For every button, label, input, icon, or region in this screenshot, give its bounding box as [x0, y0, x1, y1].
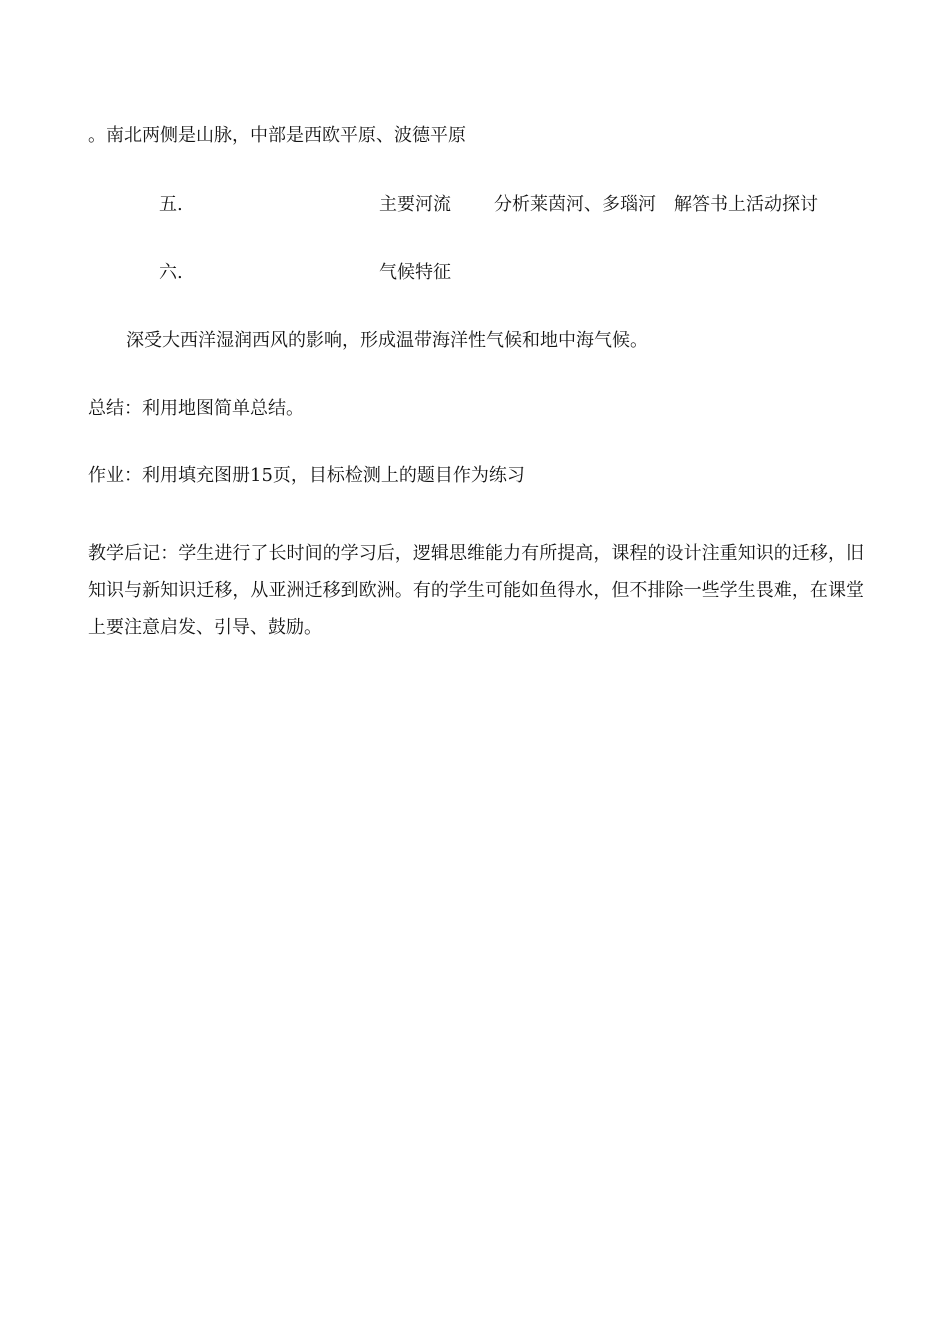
section-5-note: 分析莱茵河、多瑙河: [494, 194, 656, 215]
homework-text: 作业：利用填充图册15页，目标检测上的题目作为练习: [88, 465, 525, 486]
teaching-reflection: 教学后记：学生进行了长时间的学习后，逻辑思维能力有所提高，课程的设计注重知识的迁移，旧知识与新知识迁移，从亚洲迁移到欧洲。有的学生可能如鱼得水，但不排除一些学生畏难，在课堂上要注意启发、引导、鼓励。: [88, 543, 864, 638]
summary-text: 总结：利用地图简单总结。: [88, 398, 304, 419]
section-5-task: 解答书上活动探讨: [674, 194, 818, 215]
climate-text: 深受大西洋湿润西风的影响，形成温带海洋性气候和地中海气候。: [126, 330, 648, 351]
section-5-title: 主要河流: [379, 194, 451, 215]
section-6-number: 六.: [159, 262, 183, 283]
section-6-title: 气候特征: [379, 262, 451, 283]
section-5-number: 五.: [159, 194, 183, 215]
terrain-text: 。南北两侧是山脉，中部是西欧平原、波德平原: [88, 125, 466, 146]
